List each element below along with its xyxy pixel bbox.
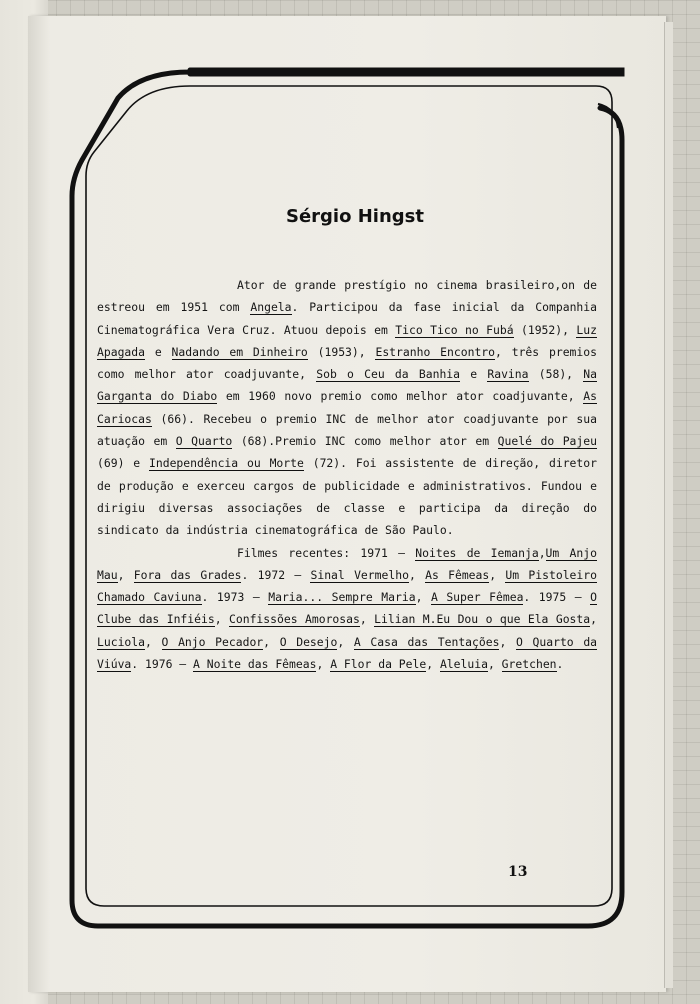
underlined-title: Ravina: [487, 367, 529, 382]
underlined-title: Lilian M.Eu Dou o que Ela Gosta: [374, 612, 591, 627]
text-run: ,: [538, 545, 546, 560]
text-run: ,: [590, 612, 597, 627]
text-run: e: [460, 367, 488, 382]
text-run: ,: [408, 567, 426, 582]
page-title: Sérgio Hingst: [286, 206, 424, 227]
underlined-title: Sob o Ceu da Banhia: [316, 367, 461, 382]
text-run: ,: [426, 657, 440, 672]
underlined-title: Luciola: [97, 634, 146, 649]
text-run: ,: [316, 657, 331, 672]
text-run: (69) e: [97, 456, 149, 471]
text-run: . 1975 —: [523, 590, 591, 605]
underlined-title: Aleluia: [439, 657, 488, 672]
underlined-title: Confissões Amorosas: [229, 612, 360, 627]
underlined-title: A Flor da Pele: [330, 657, 427, 672]
underlined-title: A Casa das Tentações: [353, 634, 500, 649]
text-run: ,: [263, 634, 280, 649]
text-run: (66). Recebeu o premio INC de melhor ator coadjuvante por sua atuação em: [97, 411, 597, 449]
text-run: (68).Premio INC como melhor ator em: [232, 434, 498, 449]
underlined-title: Noites de Iemanja: [415, 545, 539, 560]
text-run: (1952),: [513, 322, 577, 337]
text-run: ,: [145, 634, 162, 649]
text-run: em 1960 novo premio como melhor ator coadjuvante,: [217, 389, 584, 404]
underlined-title: Maria... Sempre Maria: [268, 590, 416, 605]
underlined-title: Independência ou Morte: [149, 456, 304, 471]
text-run: ,: [487, 657, 502, 672]
underlined-title: Estranho Encontro: [375, 344, 496, 359]
text-run: ,: [489, 567, 506, 582]
underlined-title: Sinal Vermelho: [310, 567, 409, 582]
text-run: , três premios como melhor ator coadjuvante,: [97, 344, 597, 382]
underlined-title: As Fêmeas: [425, 567, 490, 582]
underlined-title: Luz Apagada: [97, 322, 597, 359]
text-run: ,: [337, 634, 354, 649]
text-run: ,: [117, 567, 134, 582]
filmography-paragraph: [97, 542, 597, 676]
text-run: . Participou da fase inicial da Companhia Cinematográfica Vera Cruz. Atuou depois em: [97, 300, 598, 337]
page-number: 13: [508, 864, 528, 880]
text-run: ,: [415, 590, 431, 605]
underlined-title: O Anjo Pecador: [161, 634, 264, 649]
biography-text: [97, 274, 597, 675]
underlined-title: O Quarto: [175, 434, 233, 449]
underlined-title: Quelé do Pajeu: [497, 434, 597, 449]
text-run: . 1972 —: [241, 567, 311, 582]
underlined-title: A Noite das Fêmeas: [193, 657, 317, 672]
text-run: (1953),: [307, 344, 376, 359]
underlined-title: O Clube das Infiéis: [97, 590, 597, 627]
underlined-title: Gretchen: [501, 657, 557, 672]
text-run: (58),: [528, 367, 584, 382]
underlined-title: Fora das Grades: [133, 567, 242, 582]
underlined-title: O Quarto da Viúva: [97, 634, 598, 672]
underlined-title: Angela: [250, 300, 292, 315]
text-run: e: [145, 344, 172, 359]
biography-paragraph: [97, 274, 597, 542]
underlined-title: As Cariocas: [97, 389, 597, 426]
text-run: Filmes recentes: 1971 —: [237, 545, 416, 560]
underlined-title: Um Pistoleiro Chamado Caviuna: [97, 567, 597, 605]
underlined-title: Na Garganta do Diabo: [97, 367, 597, 404]
text-run: .: [556, 657, 564, 672]
text-run: . 1976 —: [131, 657, 194, 672]
underlined-title: O Desejo: [279, 634, 338, 649]
text-run: ,: [499, 634, 516, 649]
underlined-title: Um Anjo Mau: [97, 545, 597, 582]
text-run: ,: [359, 612, 375, 627]
text-run: . 1973 —: [201, 590, 269, 605]
text-run: ,: [214, 612, 229, 627]
text-run: Ator de grande prestígio no cinema brasileiro,on de estreou em 1951 com: [97, 278, 597, 315]
underlined-title: Tico Tico no Fubá: [395, 322, 514, 337]
text-run: (72). Foi assistente de direção, diretor de produção e exerceu cargos de publicidade e administrativos. Fundou e dirigiu diversas associações de classe e participa da direção do sindicato da indústria cinematográfica de São Paulo.: [97, 456, 597, 538]
underlined-title: Nadando em Dinheiro: [171, 344, 308, 359]
underlined-title: A Super Fêmea: [430, 590, 524, 605]
